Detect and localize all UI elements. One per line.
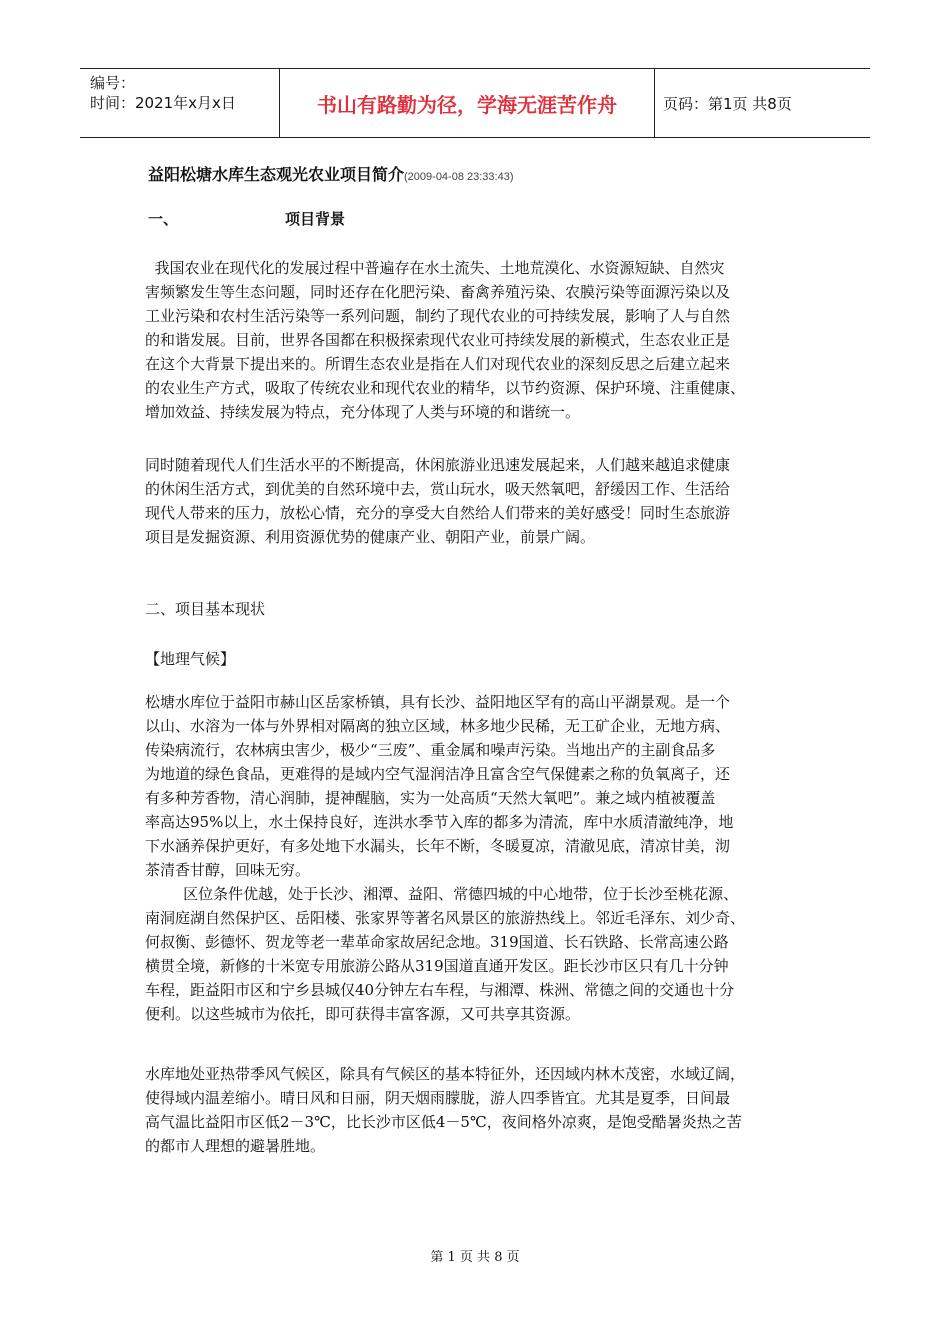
text-line: 有多种芳香物，清心润肺，提神醒脑，实为一处高质“天然大氧吧”。兼之域内植被覆盖 xyxy=(145,789,716,807)
text-line: 南洞庭湖自然保护区、岳阳楼、张家界等著名风景区的旅游热线上。邻近毛泽东、刘少奇、 xyxy=(145,909,746,927)
text-line: 车程，距益阳市区和宁乡县城仅40分钟左右车程，与湘潭、株洲、常德之间的交通也十分 xyxy=(145,981,735,999)
text-line: 的休闲生活方式，到优美的自然环境中去，赏山玩水，吸天然氧吧，舒缓因工作、生活给 xyxy=(145,480,731,498)
text-line: 我国农业在现代化的发展过程中普遍存在水土流失、土地荒漠化、水资源短缺、自然灾 xyxy=(145,259,725,277)
text-line: 工业污染和农村生活污染等一系列问题，制约了现代农业的可持续发展，影响了人与自然 xyxy=(145,307,731,325)
text-line: 增加效益、持续发展为特点，充分体现了人类与环境的和谐统一。 xyxy=(145,403,581,421)
text-line: 率高达95%以上，水土保持良好，连洪水季节入库的都多为清流，库中水质清澈纯净，地 xyxy=(145,813,734,831)
text-line: 的都市人理想的避暑胜地。 xyxy=(145,1137,326,1155)
motto: 书山有路勤为径，学海无涯苦作舟 xyxy=(280,69,655,137)
text-line: 区位条件优越，处于长沙、湘潭、益阳、常德四城的中心地带，位于长沙至桃花源、 xyxy=(145,885,739,903)
paragraph-climate xyxy=(145,1062,805,1158)
text-line: 现代人带来的压力，放松心情，充分的享受大自然给人们带来的美好感受！同时生态旅游 xyxy=(145,504,731,522)
text-line: 水库地处亚热带季风气候区，除具有气候区的基本特征外，还因域内林木茂密，水域辽阔， xyxy=(145,1065,746,1083)
text-line: 以山、水溶为一体与外界相对隔离的独立区域，林多地少民稀，无工矿企业，无地方病、 xyxy=(145,717,731,735)
text-line: 在这个大背景下提出来的。所谓生态农业是指在人们对现代农业的深刻反思之后建立起来 xyxy=(145,355,731,373)
time-label: 时间：2021年x月x日 xyxy=(90,94,236,112)
text-line: 松塘水库位于益阳市赫山区岳家桥镇，具有长沙、益阳地区罕有的高山平湖景观。是一个 xyxy=(145,693,731,711)
text-line: 项目是发掘资源、利用资源优势的健康产业、朝阳产业，前景广阔。 xyxy=(145,528,596,546)
text-line: 便利。以这些城市为依托，即可获得丰富客源，又可共享其资源。 xyxy=(145,1005,581,1023)
text-line: 使得域内温差缩小。晴日风和日丽，阴天烟雨朦胧，游人四季皆宜。尤其是夏季，日间最 xyxy=(145,1089,731,1107)
page-footer: 第 1 页 共 8 页 xyxy=(430,1250,520,1265)
text-line: 下水涵养保护更好，有多处地下水漏头，长年不断，冬暖夏凉，清澈见底，清凉甘美，沏 xyxy=(145,837,731,855)
section2-heading: 二、项目基本现状 xyxy=(145,600,266,618)
geo-climate-label: 【地理气候】 xyxy=(145,650,236,668)
page-info: 页码：第1页 共8页 xyxy=(663,94,792,113)
section1-title: 项目背景 xyxy=(285,210,346,228)
text-line: 何叔衡、彭德怀、贺龙等老一辈革命家故居纪念地。319国道、长石铁路、长常高速公路 xyxy=(145,933,729,951)
text-line: 同时随着现代人们生活水平的不断提高，休闲旅游业迅速发展起来，人们越来越追求健康 xyxy=(145,456,731,474)
number-label: 编号： xyxy=(90,74,136,92)
paragraph-geography xyxy=(145,690,805,1026)
text-line: 的和谐发展。目前，世界各国都在积极探索现代农业可持续发展的新模式，生态农业正是 xyxy=(145,331,731,349)
section1-heading xyxy=(148,208,345,229)
document-title xyxy=(148,162,513,185)
section1-number: 一、 xyxy=(148,210,179,228)
text-line: 害频繁发生等生态问题，同时还存在化肥污染、畜禽养殖污染、农膜污染等面源污染以及 xyxy=(145,283,731,301)
text-line: 高气温比益阳市区低2－3℃，比长沙市区低4－5℃，夜间格外凉爽，是饱受酷暑炎热之苦 xyxy=(145,1113,742,1131)
title-text: 益阳松塘水库生态观光农业项目简介 xyxy=(148,165,405,184)
header-left-cell xyxy=(80,69,280,137)
title-timestamp: (2009-04-08 23:33:43) xyxy=(404,171,514,183)
text-line: 的农业生产方式，吸取了传统农业和现代农业的精华，以节约资源、保护环境、注重健康、 xyxy=(145,379,746,397)
paragraph-background-1 xyxy=(145,256,805,424)
text-line: 传染病流行，农林病虫害少，极少“三废”、重金属和噪声污染。当地出产的主副食品多 xyxy=(145,741,716,759)
header-table xyxy=(80,68,870,138)
text-line: 茶清香甘醇，回味无穷。 xyxy=(145,861,311,879)
text-line: 横贯全境，新修的十米宽专用旅游公路从319国道直通开发区。距长沙市区只有几十分钟 xyxy=(145,957,729,975)
text-line: 为地道的绿色食品，更难得的是域内空气湿润洁净且富含空气保健素之称的负氧离子，还 xyxy=(145,765,731,783)
paragraph-background-2 xyxy=(145,453,805,549)
